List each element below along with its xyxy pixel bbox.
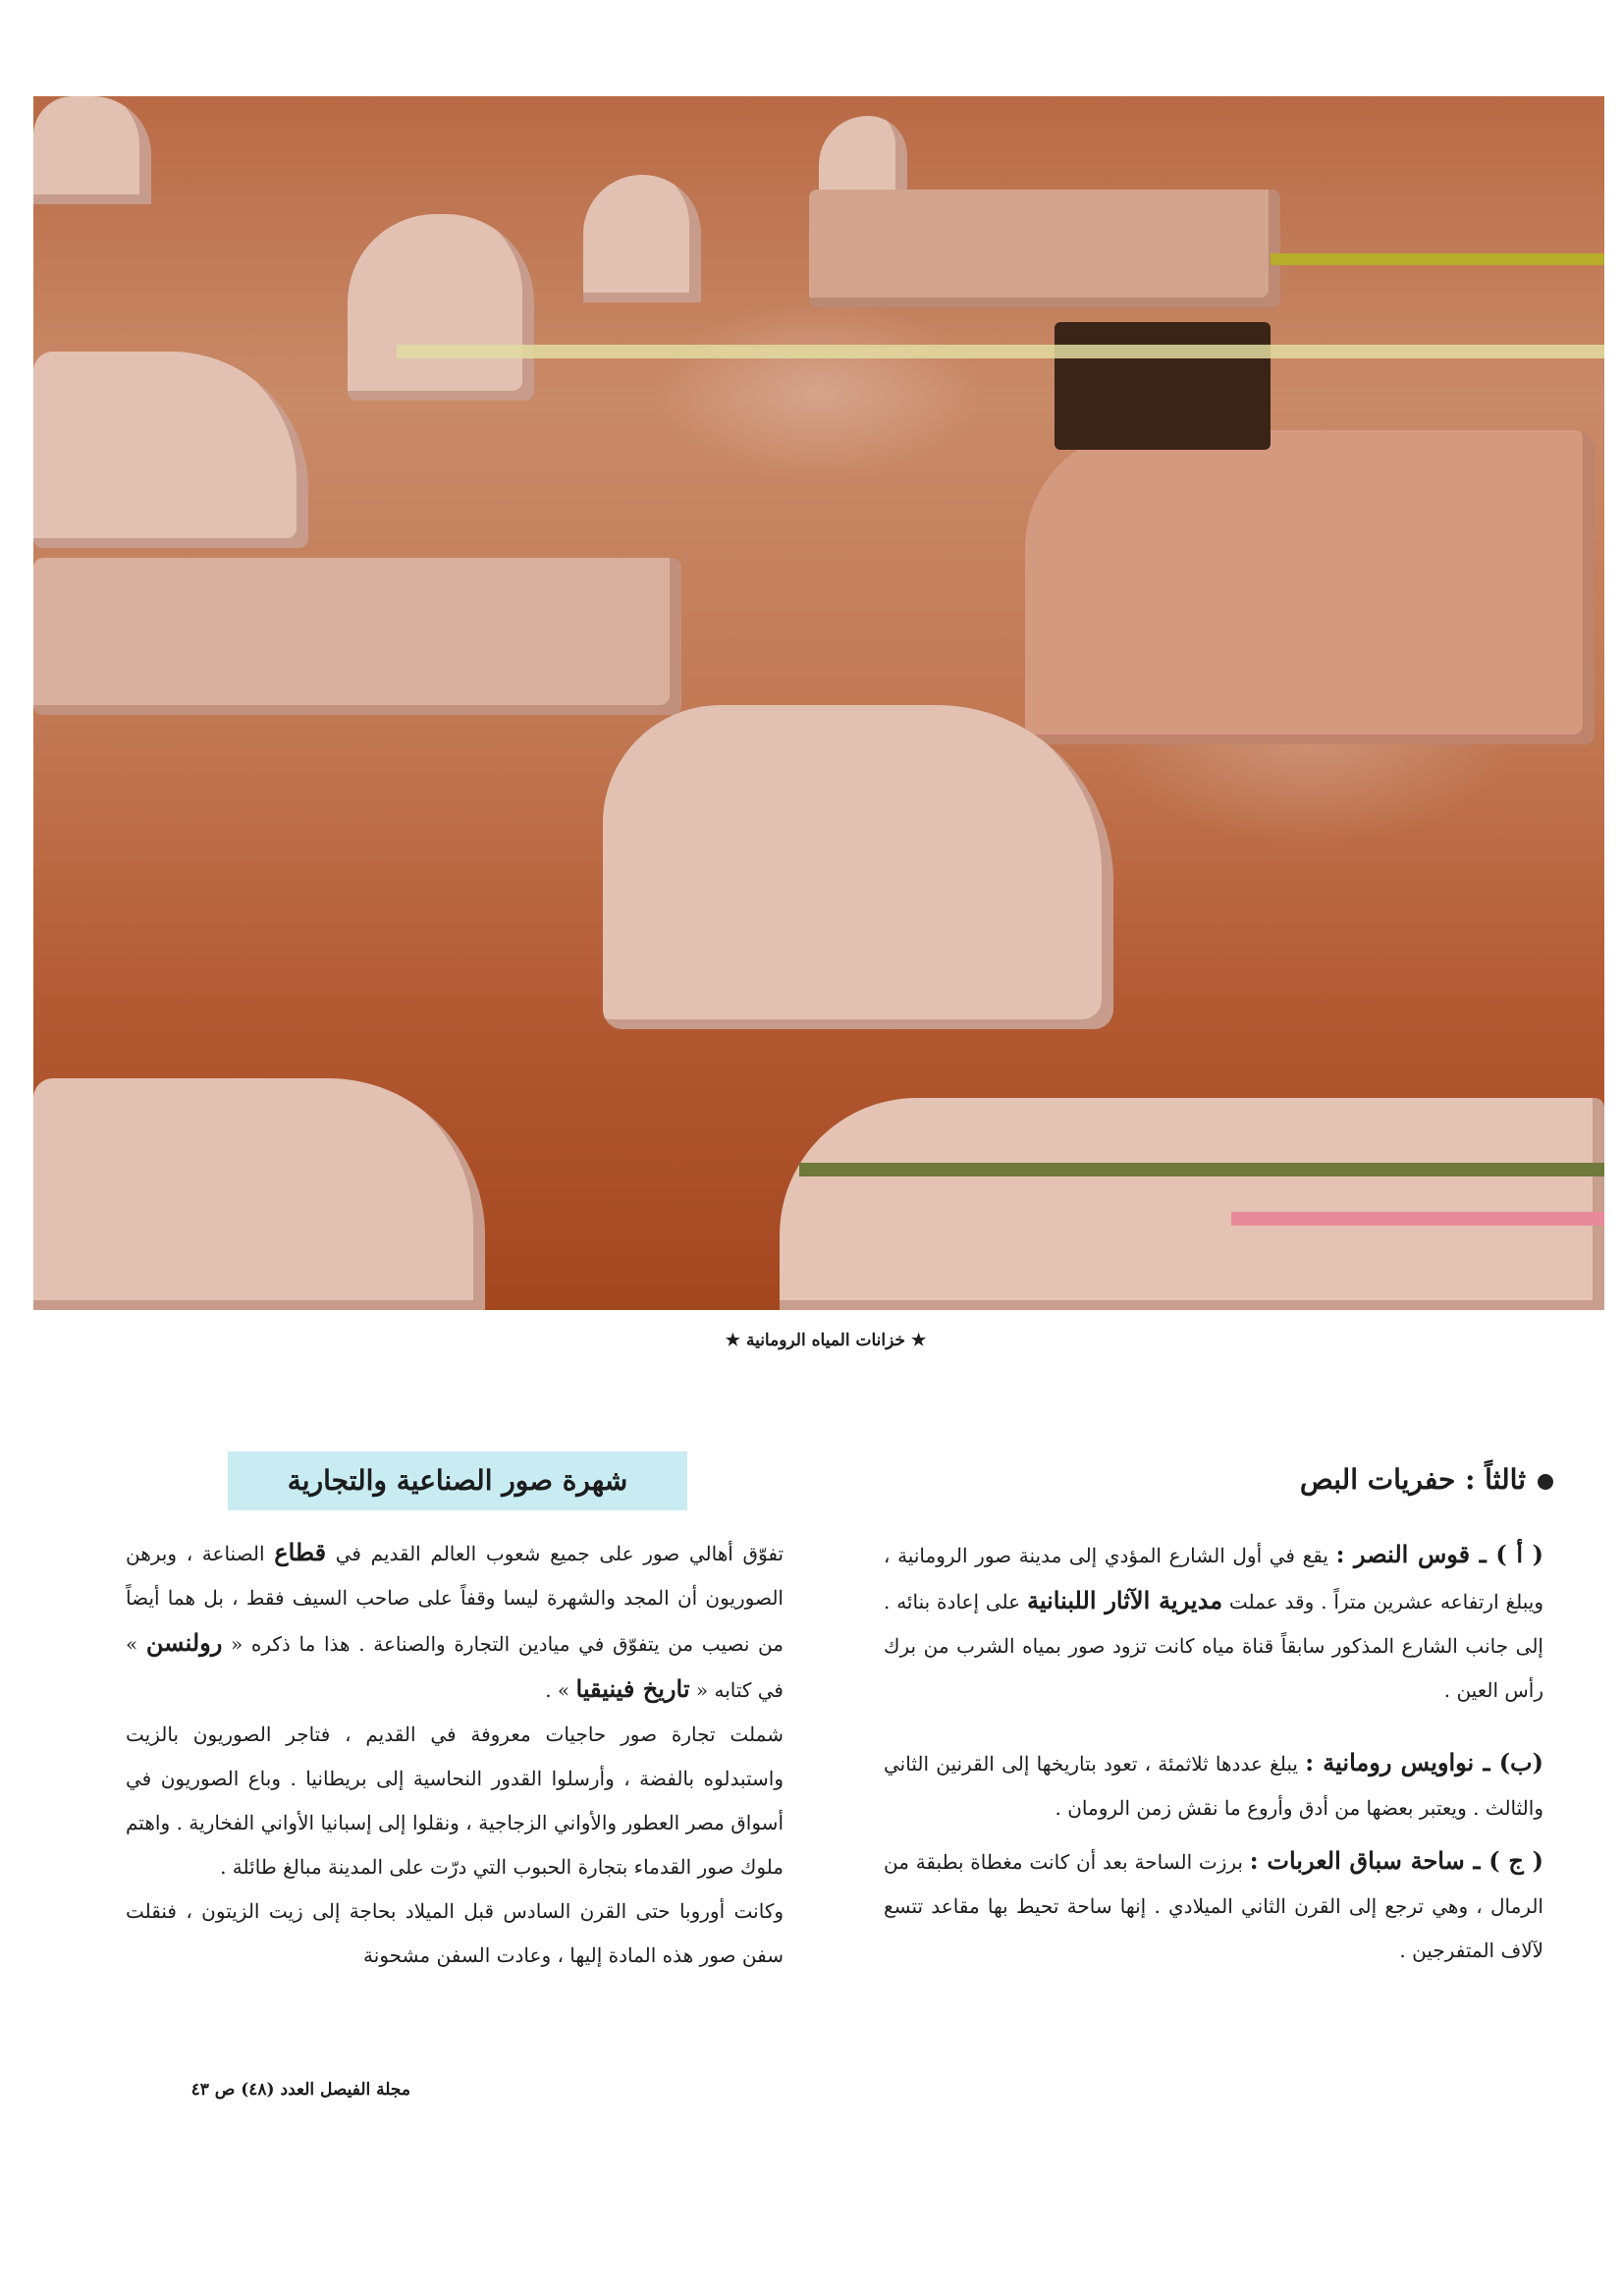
paragraph-triumphal-arch: ( أ ) ـ قوس النصر : يقع في أول الشارع المؤدي إلى مدينة صور الرومانية ، ويبلغ ارتفاعه عشرين متراً . وقد عملت مديرية الآثار اللبنانية على إعادة بنائه . إلى جانب الشارع المذكور سابقاً قناة مياه كانت تزود صور بمياه الشرب من برك رأس العين . [884,1540,1544,1702]
item-label: ( أ ) ـ قوس النصر : [1335,1540,1543,1568]
bold-term: تاريخ فينيقيا [575,1674,690,1703]
paragraph-chariot-race-square: ( ج ) ـ ساحة سباق العربات : برزت الساحة بعد أن كانت مغطاة بطبقة من الرمال ، وهي ترجع إلى القرن الثاني الميلادي . إنها ساحة تحيط بها مقاعد تتسع لآلاف المتفرجين . [884,1846,1543,1962]
bullet-icon [1538,1474,1553,1490]
photo-caption: ★ خزانات المياه الرومانية ★ [725,1331,927,1350]
bold-term: مديرية الآثار اللبنانية [1026,1586,1223,1614]
bold-term: قطاع [274,1538,327,1566]
ruins-photo [33,96,1604,1310]
paragraph-roman-sarcophagi: (ب) ـ نواويس رومانية : يبلغ عددها ثلاثمئة ، تعود بتاريخها إلى القرنين الثاني والثالث . ويعتبر بعضها من أدق وأروع ما نقش زمن الرومان . [884,1748,1544,1820]
left-column [126,1530,784,1978]
item-label: ( ج ) ـ ساحة سباق العربات : [1249,1846,1543,1875]
paragraph-tyre-fame: تفوّق أهالي صور على جميع شعوب العالم القديم في قطاع الصناعة ، وبرهن الصوريون أن المجد والشهرة ليسا وقفاً على صاحب السيف فقط ، بل هما أيضاً من نصيب من يتفوّق في ميادين التجارة والصناعة . هذا ما ذكره « رولنسن » في كتابه « تاريخ فينيقيا » . [126,1538,784,1703]
item-label: (ب) ـ نواويس رومانية : [1305,1748,1544,1777]
paragraph-tyre-trade: شملت تجارة صور حاجيات معروفة في القديم ، فتاجر الصوريون بالزيت واستبدلوه بالفضة ، وأرسلوا القدور النحاسية إلى بريطانيا . وباع الصوريون في أسواق مصر العطور والأواني الزجاجية ، ونقلوا إلى إسبانيا الأواني الفخارية . واهتم ملوك صور القدماء بتجارة الحبوب التي درّت على المدينة مبالغ طائلة . [126,1722,784,1879]
glitch-bar [397,345,1604,358]
section-heading-excavations: ثالثاً : حفريات البص [1043,1463,1553,1496]
section-heading-industry-trade: شهرة صور الصناعية والتجارية [228,1451,687,1510]
page-footer: مجلة الفيصل العدد (٤٨) ص ٤٣ [190,2080,410,2100]
right-column [884,1532,1543,1973]
paragraph-olive-oil: وكانت أوروبا حتى القرن السادس قبل الميلاد بحاجة إلى زيت الزيتون ، فنقلت سفن صور هذه المادة إليها ، وعادت السفن مشحونة [126,1899,784,1967]
glitch-bar [1231,1212,1604,1226]
bold-term: رولنسن [145,1628,223,1657]
glitch-bar [1271,253,1604,265]
glitch-bar [799,1163,1604,1176]
